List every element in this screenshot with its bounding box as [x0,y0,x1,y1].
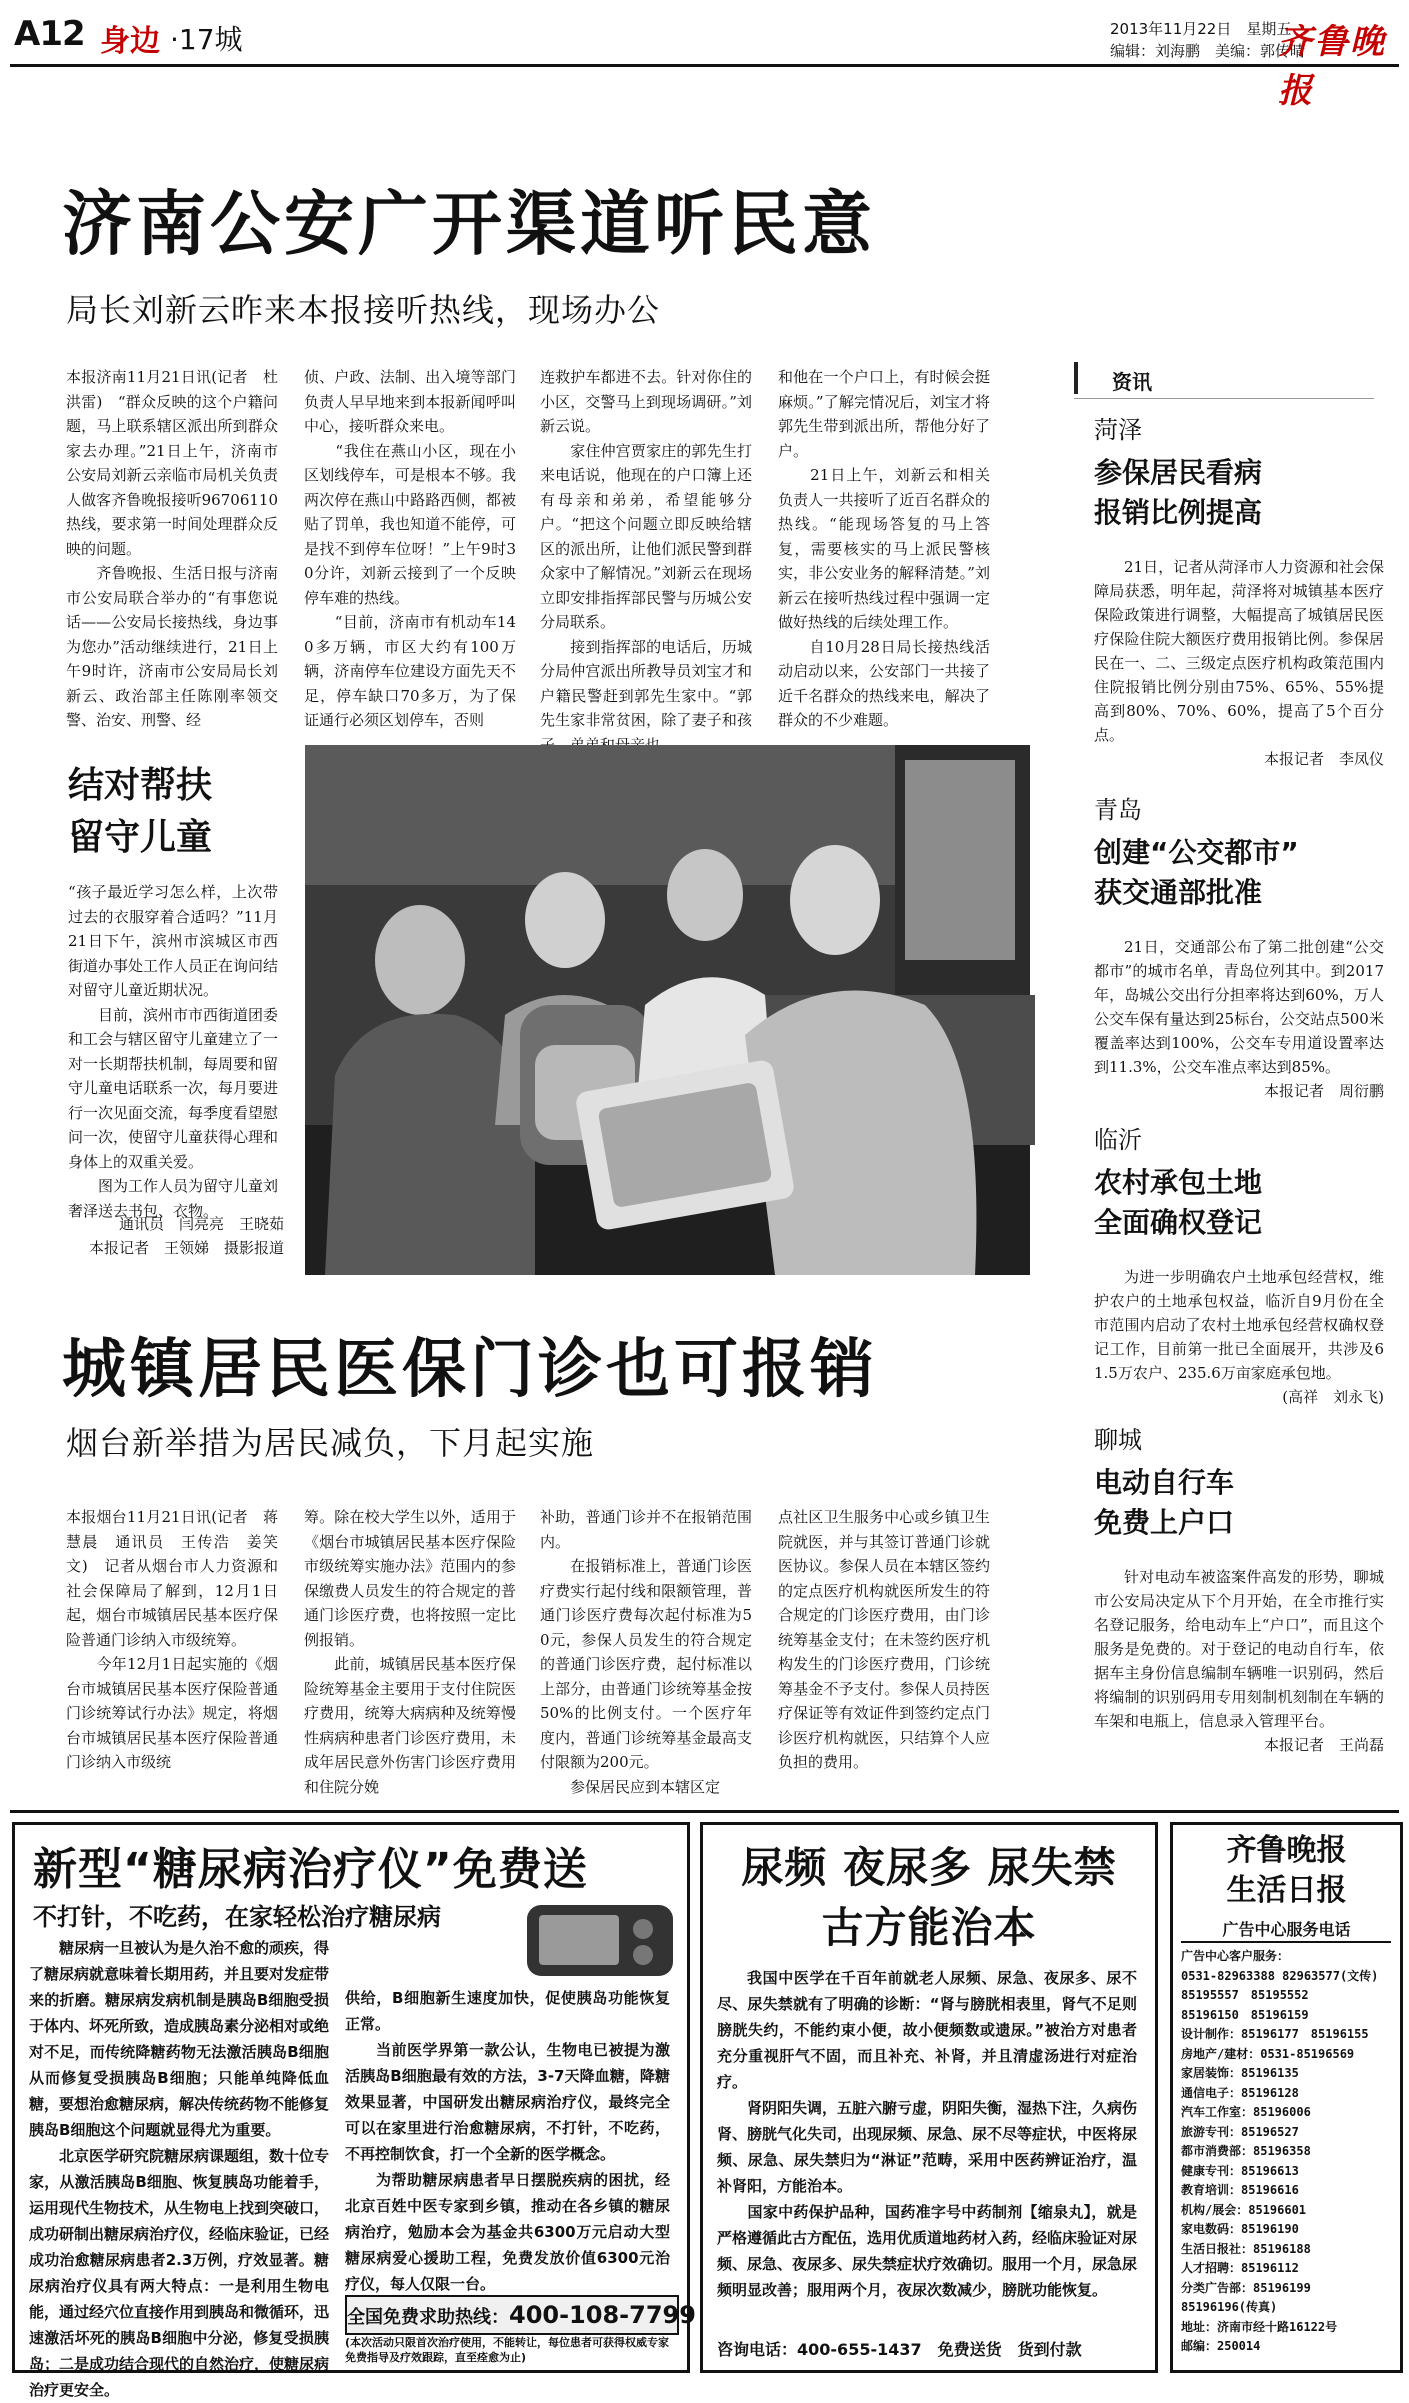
editor-line: 编辑：刘海鹏 美编：郭传晴 [1110,42,1306,60]
sidebar-body: 21日，交通部公布了第二批创建“公交都市”的城市名单，青岛位列其中。到2017年，岛城公交出行分担率将达到60%，万人公交车保有量达到25标台，公交站点500米覆盖率达到100%，公交车专用道设置率达到11.3%，公交车准点率达到85%。 [1094,938,1384,1076]
ads-top-rule [10,1810,1399,1813]
service-phone-entry: 0531-82963388 82963577(文传) [1181,1968,1379,1983]
sidebar-place: 临沂 [1094,1126,1142,1154]
ad-service-phones [1170,1822,1403,2373]
ad-urology-body: 我国中医学在千百年前就老人尿频、尿急、夜尿多、尿不尽、尿失禁就有了明确的诊断：“肾与膀胱相表里，肾气不足则膀胱失约，不能约束小便，故小便频数或遗尿。”被治方对患者充分重视肝气不固，而且补充、补肾，并且清虚汤进行对症治疗。 肾阴阳失调，五脏六腑亏虚，阴阳失衡，湿热下注，久病伤肾、膀胱气化失司，出现尿频、尿急、尿不尽等症状，中医将尿频、尿急、尿失禁归为“淋证”范畴，采用中医药辨证治疗，温补肾阳，方能治本。 国家中药保护品种，国药准字号中药制剂【缩泉丸】，就是严格遵循此古方配伍，选用优质道地药材入药，经临床验证对尿频、尿急、夜尿多、尿失禁症状疗效确切。服用一个月，尿急尿频明显改善；服用两个月，夜尿次数减少，膀胱功能恢复。 [717,1969,1138,2299]
ad-service-title-line: 生活日报 [1226,1873,1347,1908]
ad-urology [700,1822,1158,2373]
service-phone-entry: 都市消费部：85196358 [1181,2144,1311,2158]
sidebar-item-linyi [1094,1120,1384,1409]
ad-urology-footer-note: 免费送货 货到付款 [937,2340,1082,2359]
sidebar-title-line: 参保居民看病 [1094,456,1263,489]
service-phone-entry: 机构/展会：85196601 [1181,2202,1307,2217]
ad-diabetes-body-left: 糖尿病一旦被认为是久治不愈的顽疾，得了糖尿病就意味着长期用药，并且要对发症带来的折磨。糖尿病发病机制是胰岛B细胞受损于体内、坏死所致，造成胰岛素分泌相对或绝对不足，而传统降糖药物无法激活胰岛B细胞从而修复受损胰岛B细胞；只能单纯降低血糖，要想治愈糖尿病，解决传统药物不能修复胰岛B细胞这个问题就显得尤为重要。 北京医学研究院糖尿病课题组，数十位专家，从激活胰岛B细胞、恢复胰岛功能着手，运用现代生物技术，从生物电上找到突破口，成功研制出糖尿病治疗仪，经临床验证，已经成功治愈糖尿病患者2.3万例，疗效显著。糖尿病治疗仪具有两大特点：一是利用生物电能，通过经穴位直接作用到胰岛和微循环，迅速激活坏死的胰岛B细胞中分泌，修复受损胰岛；二是成功结合现代的自然治疗，使糖尿病治疗更安全。 [29,1939,330,2399]
ad-urology-footer-label: 咨询电话： [717,2340,798,2359]
ad-urology-phone: 400-655-1437 [797,2340,922,2359]
sidebar-title-line: 报销比例提高 [1094,496,1263,529]
ad-diabetes-footnote: (本次活动只限首次治疗使用，不能转让，每位患者可获得权威专家免费指导及疗效跟踪，直至痊愈为止) [345,2336,670,2364]
service-phone-entry: 85196196(传真) [1181,2300,1278,2314]
ad-service-subtitle: 广告中心服务电话 [1222,1920,1351,1939]
story3-col-1: 本报烟台11月21日讯(记者 蒋慧晨 通讯员 王传浩 姜笑文) 记者从烟台市人力资源和社会保障局了解到，12月1日起，烟台市城镇居民基本医疗保险普通门诊纳入市级统筹。 今年12月1日起实施的《烟台市城镇居民基本医疗保险普通门诊统筹试行办法》规定，将烟台市城镇居民基本医疗保险普通门诊纳入市级统 [66,1508,278,1771]
device-image [525,1903,675,1978]
sidebar-body: 为进一步明确农户土地承包经营权，维护农户的土地承包权益，临沂自9月份在全市范围内启动了农村土地承包经营权确权登记工作，目前第一批已全面展开，共涉及61.5万农户、235.6万亩家庭承包地。 [1094,1268,1384,1382]
story2-headline-line: 留守儿童 [68,817,213,858]
ad-urology-subtitle: 古方能治本 [821,1903,1037,1952]
service-phone-entry: 邮编：250014 [1181,2339,1261,2353]
service-phone-entry: 汽车工作室：85196006 [1181,2105,1311,2119]
story1-col-1: 本报济南11月21日讯(记者 杜洪雷) “群众反映的这个户籍问题，马上联系辖区派出所到群众家去办理。”21日上午，济南市公安局刘新云亲临市局机关负责人做客齐鲁晚报接听96706110热线，要求第一时间处理群众反映的问题。 齐鲁晚报、生活日报与济南市公安局联合举办的“有事您说话——公安局长接热线，身边事为您办”活动继续进行，21日上午9时许，济南市公安局局长刘新云、政治部主任陈刚率领交警、治安、刑警、经 [66,368,278,729]
news-photo-illustration [305,745,1030,1275]
ad-urology-footer [717,2337,1147,2360]
sidebar-place: 聊城 [1094,1426,1142,1454]
ad-diabetes-hotline-box [345,2295,696,2335]
ad-service-list [1181,1947,1395,2357]
ad-service-title [1173,1831,1400,1911]
service-phone-entry: 家电数码：85196190 [1181,2222,1299,2236]
service-phone-entry: 教育培训：85196616 [1181,2183,1299,2197]
hotline-label: 全国免费求助热线： [347,2307,509,2328]
sidebar-label: 资讯 [1112,370,1152,394]
ad-service-title-line: 齐鲁晚报 [1226,1833,1347,1868]
news-photo [305,745,1030,1275]
service-phone-entry: 健康专刊：85196613 [1181,2163,1299,2178]
newspaper-logo: 齐鲁晚报 [1278,22,1386,111]
sidebar-title-line: 电动自行车 [1094,1466,1235,1499]
story1-col-4: 和他在一个户口上，有时候会挺麻烦。”了解完情况后，刘宝才将郭先生带到派出所，帮他分好了户。 21日上午，刘新云和相关负责人一共接听了近百名群众的热线。“能现场答复的马上答复，需要核实的马上派民警核实，非公安业务的解释清楚。”刘新云在接听热线过程中强调一定做好热线的后续处理工作。 自10月28日局长接热线活动启动以来，公安部门一共接了近千名群众的热线来电，解决了群众的不少难题。 [778,368,990,729]
sidebar-label-rule [1074,398,1374,399]
ad-service-rule [1181,1941,1391,1943]
service-phone-entry: 人才招聘：85196112 [1181,2261,1299,2275]
service-phone-entry: 旅游专刊：85196527 [1181,2124,1299,2139]
sidebar-title-line: 免费上户口 [1094,1506,1235,1539]
story3-headline: 城镇居民医保门诊也可报销 [62,1332,878,1407]
story3-col-2: 筹。除在校大学生以外，适用于《烟台市城镇居民基本医疗保险市级统筹实施办法》范围内的参保缴费人员发生的符合规定的普通门诊医疗费，也将按照一定比例报销。 此前，城镇居民基本医疗保险统筹基金主要用于支付住院医疗费用，统筹大病病种及统筹慢性病病种患者门诊医疗费用，未成年居民意外伤害门诊医疗费用和住院分娩 [304,1508,516,1796]
story2-body: “孩子最近学习怎么样，上次带过去的衣服穿着合适吗？”11月21日下午，滨州市滨城区市西街道办事处工作人员正在询问结对留守儿童近期状况。 目前，滨州市市西街道团委和工会与辖区留守儿童建立了一对一长期帮扶机制，每周要和留守儿童电话联系一次，每月要进行一次见面交流，每季度看望慰问一次，使留守儿童获得心理和身体上的双重关爱。 图为工作人员为留守儿童刘奢泽送去书包、衣物。 [68,883,279,1220]
service-phone-entry: 设计制作：85196177 85196155 [1181,2027,1369,2041]
sidebar-place: 菏泽 [1094,416,1142,444]
story3-subhead: 烟台新举措为居民减负，下月起实施 [66,1424,595,1462]
story2-byline1: 通讯员 闫亮亮 王晓茹 [118,1215,284,1233]
sidebar-title-line: 创建“公交都市” [1094,836,1299,869]
sidebar-title-line: 农村承包土地 [1094,1166,1263,1199]
story3-col-4: 点社区卫生服务中心或乡镇卫生院就医，并与其签订普通门诊就医协议。参保人员在本辖区签约的定点医疗机构就医所发生的符合规定的门诊医疗费用，由门诊统筹基金支付；在未签约医疗机构发生的门诊医疗费用，门诊统筹基金不予支付。参保人员持医疗保证等有效证件到签约定点门诊医疗机构就医，只结算个人应负担的费用。 [778,1508,990,1771]
service-phone-entry: 通信电子：85196128 [1181,2085,1299,2100]
service-phone-entry: 地址：济南市经十路16122号 [1181,2319,1338,2334]
sidebar-item-liaocheng [1094,1420,1384,1757]
sidebar-place: 青岛 [1094,796,1142,824]
sidebar-byline: 本报记者 李凤仪 [1263,750,1384,768]
story1-col-3: 连救护车都进不去。针对你住的小区，交警马上到现场调研。”刘新云说。 家住仲宫贾家庄的郭先生打来电话说，他现在的户口簿上还有母亲和弟弟，希望能够分户。“把这个问题立即反映给辖区的派出所，让他们派民警到群众家中了解情况。”刘新云在现场立即安排指挥部民警与历城公安分局联系。 接到指挥部的电话后，历城分局仲宫派出所教导员刘宝才和户籍民警赶到郭先生家中。“郭先生家非常贫困，除了妻子和孩 [540,368,752,729]
sidebar-title-line: 获交通部批准 [1094,876,1263,909]
hotline-number: 400-108-7799 [509,2301,696,2329]
service-phone-entry: 家居装饰：85196135 [1181,2066,1299,2080]
sidebar-item-qingdao [1094,790,1384,1103]
page-number: A12 [14,14,85,54]
story2-headline [68,760,212,864]
sidebar-item-heze [1094,410,1384,771]
sidebar-byline: (高祥 刘永飞) [1282,1388,1384,1406]
ad-diabetes-subtitle: 不打针，不吃药，在家轻松治疗糖尿病 [33,1903,441,1931]
section-name: 身边 [100,24,160,59]
service-phone-entry: 分类广告部：85196199 [1181,2280,1311,2295]
sidebar-label-bar [1074,362,1078,394]
story2-byline2: 本报记者 王领娣 摄影报道 [88,1239,284,1257]
issue-date: 2013年11月22日 星期五 [1110,20,1292,38]
section-subname: ·17城 [170,23,243,56]
sidebar-body: 21日，记者从菏泽市人力资源和社会保障局获悉，明年起，菏泽将对城镇基本医疗保险政策进行调整，大幅提高了城镇居民医疗保险住院大额医疗费用报销比例。参保居民在一、二、三级定点医疗机构政策范围内住院报销比例分别由75%、65%、55%提高到80%、70%、60%，提高了5个百分点。 [1094,558,1384,744]
service-phone-entry: 生活日报社：85196188 [1181,2241,1311,2256]
ad-diabetes [12,1822,696,2399]
sidebar-title-line: 全面确权登记 [1094,1206,1263,1239]
service-phone-entry: 房地产/建材：0531-85196569 [1181,2046,1355,2061]
ad-diabetes-body-right: 供给，B细胞新生速度加快，促使胰岛功能恢复正常。 当前医学界第一款公认，生物电已被提为激活胰岛B细胞最有效的方法，3-7天降血糖，降糖效果显著，中国研发出糖尿病治疗仪，最终完全可以在家里进行治愈糖尿病，不打针，不吃药，不再控制饮食，打一个全新的医学概念。 为帮助糖尿病患者早日摆脱疾病的困扰，经北京百姓中医专家到乡镇，推动在各乡镇的糖尿病治疗，勉励本会为基金共6300万元启动大型糖尿病爱心援助工程，免费发放价值6300元治疗仪，每人仅限一台。 [345,1989,670,2293]
service-phone-entry: 85196150 85196159 [1181,2007,1309,2022]
header-rule [10,64,1399,67]
story1-subhead: 局长刘新云昨来本报接听热线，现场办公 [66,291,661,329]
story3-col-3: 补助，普通门诊并不在报销范围内。 在报销标准上，普通门诊医疗费实行起付线和限额管理，普通门诊医疗费每次起付标准为50元，参保人员发生的符合规定的普通门诊医疗费，起付标准以上部分，由普通门诊统筹基金按50%的比例支付。一个医疗年度内，普通门诊统筹基金最高支付限额为200元。 参保居民应到本辖区定 [540,1508,752,1796]
service-phone-entry: 广告中心客户服务： [1181,1949,1290,1963]
story1-col-2: 侦、户政、法制、出入境等部门负责人早早地来到本报新闻呼叫中心，接听群众来电。 “我住在燕山小区，现在小区划线停车，可是根本不够。我两次停在燕山中路路西侧，都被贴了罚单，我也知道不能停，可是找不到停车位呀！”上午9时30分许，刘新云接到了一个反映停车难的热线。 “目前，济南市有机动车140多万辆，市区大约有100万辆，济南停车位建设方面先天不足，停车缺口70多万，为了保证通行必须区划停车，否则 [304,368,516,729]
sidebar-byline: 本报记者 周衍鹏 [1263,1082,1384,1100]
service-phone-entry: 85195557 85195552 [1181,1988,1309,2002]
sidebar-byline: 本报记者 王尚磊 [1263,1736,1384,1754]
story2-headline-line: 结对帮扶 [68,765,213,806]
story1-headline: 济南公安广开渠道听民意 [62,182,876,265]
sidebar-body: 针对电动车被盗案件高发的形势，聊城市公安局决定从下个月开始，在全市推行实名登记服务，给电动车上“户口”，而且这个服务是免费的。对于登记的电动自行车，依据车主身份信息编制车辆唯一识别码，然后将编制的识别码用专用刻制机刻制在车辆的车架和电瓶上，信息录入管理平台。 [1094,1568,1384,1730]
ad-diabetes-title: 新型“糖尿病治疗仪”免费送 [33,1844,588,1895]
ad-urology-title: 尿频 夜尿多 尿失禁 [741,1843,1117,1892]
